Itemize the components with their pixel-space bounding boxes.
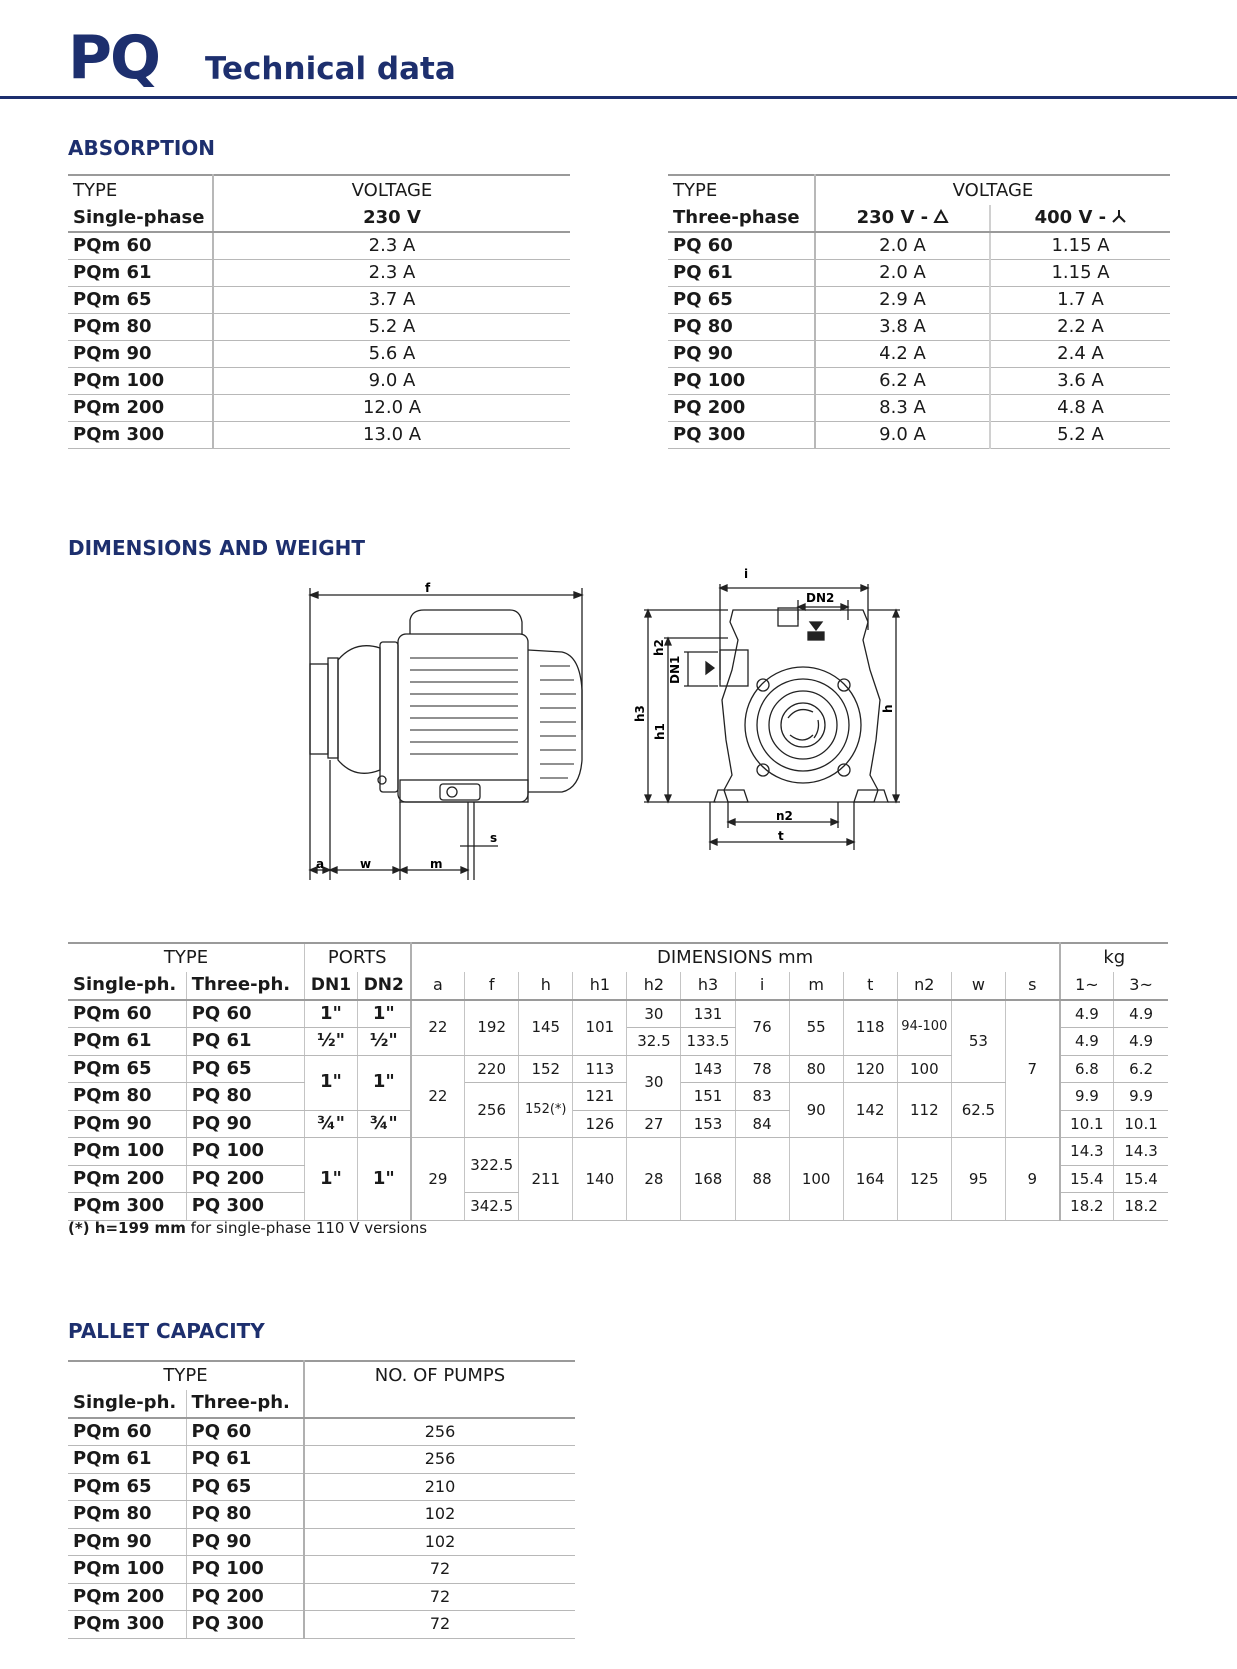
dim-label-h2: h2 [652,639,666,656]
pallet-title: PALLET CAPACITY [68,1319,265,1343]
kg1-value: 6.8 [1060,1055,1114,1083]
single-model: PQm 90 [68,1528,186,1556]
h3-value: 143 [681,1055,735,1083]
h3-value: 168 [681,1138,735,1221]
single-model: PQm 300 [68,1611,186,1639]
single-model: PQm 61 [68,1028,186,1056]
dn1-value: ¾" [304,1110,357,1138]
h1-value: 126 [573,1110,627,1138]
footnote-mark: (*) h=199 mm [68,1219,186,1237]
h2-value: 32.5 [627,1028,681,1056]
table-row [668,260,1170,287]
table-row [68,395,570,422]
three-model: PQ 200 [186,1165,304,1193]
footnote [68,1219,427,1237]
h-value: 211 [519,1138,573,1221]
type-header: TYPE [68,175,213,205]
voltage-header: VOLTAGE [815,175,1170,205]
voltage-value: 230 V [213,205,570,232]
single-model: PQm 80 [68,1501,186,1529]
dim-label-dn2: DN2 [806,591,835,605]
brand-title: PQ [68,23,159,93]
i-value: 76 [735,1000,789,1056]
col-kg1: 1~ [1060,972,1114,1000]
h3-value: 131 [681,1000,735,1028]
three-model: PQ 60 [186,1418,304,1446]
dim-label-h3: h3 [633,705,647,722]
h1-value: 101 [573,1000,627,1056]
f-value: 192 [465,1000,519,1056]
current-400-value: 1.15 A [990,232,1170,260]
h1-value: 140 [573,1138,627,1221]
model-name: PQ 61 [668,260,815,287]
three-model: PQ 300 [186,1611,304,1639]
kg1-value: 15.4 [1060,1165,1114,1193]
model-name: PQm 61 [68,260,213,287]
pumps-count: 256 [304,1446,575,1474]
single-model: PQm 90 [68,1110,186,1138]
current-value: 5.2 A [213,314,570,341]
pump-side-drawing [300,580,590,900]
star-icon [1112,209,1126,223]
three-model: PQ 65 [186,1473,304,1501]
kg3-value: 4.9 [1114,1000,1168,1028]
dn1-value: 1" [304,1000,357,1028]
model-name: PQ 60 [668,232,815,260]
kg1-value: 10.1 [1060,1110,1114,1138]
dim-label-dn1: DN1 [668,655,682,684]
three-model: PQ 80 [186,1083,304,1111]
model-name: PQm 90 [68,341,213,368]
current-400-value: 2.2 A [990,314,1170,341]
t-value: 118 [843,1000,897,1056]
footnote-text: for single-phase 110 V versions [185,1219,428,1237]
i-value: 78 [735,1055,789,1083]
current-400-value: 5.2 A [990,422,1170,449]
pallet-table [68,1360,575,1639]
m-value: 100 [789,1138,843,1221]
h-value: 145 [519,1000,573,1056]
f-value: 220 [465,1055,519,1083]
dim-label-n2: n2 [776,809,793,823]
h1-value: 121 [573,1083,627,1111]
dimensions-table [68,942,1168,1221]
three-model: PQ 65 [186,1055,304,1083]
dim-label-f: f [425,581,431,595]
current-value: 2.3 A [213,260,570,287]
h-value: 152 [519,1055,573,1083]
col-s: s [1005,972,1059,1000]
table-row [68,1138,1168,1166]
three-model: PQ 200 [186,1583,304,1611]
three-model: PQ 60 [186,1000,304,1028]
n2-value: 125 [897,1138,951,1221]
h2-value: 27 [627,1110,681,1138]
table-row [68,287,570,314]
t-value: 142 [843,1083,897,1138]
kg-header: kg [1060,943,1168,972]
voltage-230-delta: 230 V - [815,205,990,232]
f-value: 322.5 [465,1138,519,1193]
model-name: PQ 300 [668,422,815,449]
absorption-title: ABSORPTION [68,136,216,160]
dn2-value: 1" [357,1000,410,1028]
pumps-count: 72 [304,1583,575,1611]
a-value: 29 [411,1138,465,1221]
h2-value: 30 [627,1055,681,1110]
i-value: 83 [735,1083,789,1111]
col-kg3: 3~ [1114,972,1168,1000]
w-value: 53 [951,1000,1005,1083]
current-value: 13.0 A [213,422,570,449]
col-m: m [789,972,843,1000]
current-230-value: 4.2 A [815,341,990,368]
current-value: 12.0 A [213,395,570,422]
table-row [68,1473,575,1501]
kg3-value: 14.3 [1114,1138,1168,1166]
phase-label: Three-phase [668,205,815,232]
dn2-header: DN2 [357,972,410,1000]
single-model: PQm 80 [68,1083,186,1111]
current-value: 3.7 A [213,287,570,314]
m-value: 55 [789,1000,843,1056]
single-model: PQm 60 [68,1000,186,1028]
table-row [68,1000,1168,1028]
dims-header: DIMENSIONS mm [411,943,1060,972]
dim-label-i: i [744,567,749,581]
dim-label-h: h [881,704,895,713]
type-header: TYPE [68,1361,304,1390]
single-model: PQm 100 [68,1138,186,1166]
current-230-value: 3.8 A [815,314,990,341]
h-value: 152(*) [519,1083,573,1138]
model-name: PQ 80 [668,314,815,341]
single-model: PQm 200 [68,1165,186,1193]
kg3-value: 9.9 [1114,1083,1168,1111]
table-row [68,314,570,341]
absorption-three-table [668,174,1170,449]
n2-value: 94-100 [897,1000,951,1056]
m-value: 90 [789,1083,843,1138]
current-230-value: 9.0 A [815,422,990,449]
f-value: 256 [465,1083,519,1138]
h3-value: 133.5 [681,1028,735,1056]
col-w: w [951,972,1005,1000]
m-value: 80 [789,1055,843,1083]
ports-header: PORTS [304,943,410,972]
model-name: PQ 90 [668,341,815,368]
table-row [668,341,1170,368]
dn1-value: 1" [304,1138,357,1221]
dim-label-w: w [360,857,372,871]
dn2-value: 1" [357,1138,410,1221]
kg1-value: 4.9 [1060,1000,1114,1028]
three-ph-header: Three-ph. [186,1390,304,1418]
i-value: 88 [735,1138,789,1221]
kg3-value: 10.1 [1114,1110,1168,1138]
three-model: PQ 61 [186,1446,304,1474]
col-n2: n2 [897,972,951,1000]
model-name: PQm 80 [68,314,213,341]
t-value: 120 [843,1055,897,1083]
col-f: f [465,972,519,1000]
table-row [68,1418,575,1446]
pumps-header: NO. OF PUMPS [304,1361,575,1390]
table-row [668,395,1170,422]
w-value: 95 [951,1138,1005,1221]
single-model: PQm 60 [68,1418,186,1446]
table-row [68,341,570,368]
model-name: PQ 65 [668,287,815,314]
kg1-value: 14.3 [1060,1138,1114,1166]
dimensions-title: DIMENSIONS AND WEIGHT [68,536,366,560]
h2-value: 28 [627,1138,681,1221]
pumps-count: 72 [304,1556,575,1584]
current-230-value: 2.9 A [815,287,990,314]
single-model: PQm 65 [68,1055,186,1083]
model-name: PQ 100 [668,368,815,395]
table-row [668,232,1170,260]
model-name: PQm 65 [68,287,213,314]
absorption-single-table [68,174,570,449]
dn2-value: ½" [357,1028,410,1056]
table-row [68,368,570,395]
current-230-value: 6.2 A [815,368,990,395]
type-header: TYPE [668,175,815,205]
pumps-count: 210 [304,1473,575,1501]
kg1-value: 9.9 [1060,1083,1114,1111]
col-a: a [411,972,465,1000]
delta-icon [934,210,948,223]
current-value: 5.6 A [213,341,570,368]
dim-label-s: s [490,831,498,845]
table-row [68,422,570,449]
three-model: PQ 61 [186,1028,304,1056]
voltage-400-star: 400 V - [990,205,1170,232]
w-value: 62.5 [951,1083,1005,1138]
single-ph-header: Single-ph. [68,1390,186,1418]
table-row [668,422,1170,449]
voltage-header: VOLTAGE [213,175,570,205]
dn1-header: DN1 [304,972,357,1000]
model-name: PQ 200 [668,395,815,422]
pump-front-drawing [633,567,938,900]
s-value: 9 [1005,1138,1059,1221]
single-model: PQm 200 [68,1583,186,1611]
t-value: 164 [843,1138,897,1221]
single-model: PQm 100 [68,1556,186,1584]
three-model: PQ 100 [186,1556,304,1584]
table-row [668,287,1170,314]
i-value: 84 [735,1110,789,1138]
pumps-count: 72 [304,1611,575,1639]
dn2-value: ¾" [357,1110,410,1138]
current-230-value: 8.3 A [815,395,990,422]
single-ph-header: Single-ph. [68,972,186,1000]
three-ph-header: Three-ph. [186,972,304,1000]
table-row [68,1501,575,1529]
h3-value: 153 [681,1110,735,1138]
h1-value: 113 [573,1055,627,1083]
current-400-value: 1.7 A [990,287,1170,314]
single-model: PQm 300 [68,1193,186,1221]
f-value: 342.5 [465,1193,519,1221]
table-row [68,260,570,287]
three-model: PQ 300 [186,1193,304,1221]
h3-value: 151 [681,1083,735,1111]
table-row [68,232,570,260]
three-model: PQ 100 [186,1138,304,1166]
table-row [68,1556,575,1584]
kg3-value: 6.2 [1114,1055,1168,1083]
dn1-value: ½" [304,1028,357,1056]
dn2-value: 1" [357,1055,410,1110]
dim-label-h1: h1 [653,723,667,740]
current-400-value: 1.15 A [990,260,1170,287]
pumps-blank [304,1390,575,1418]
table-row [68,1446,575,1474]
kg1-value: 4.9 [1060,1028,1114,1056]
dim-label-m: m [430,857,443,871]
col-h1: h1 [573,972,627,1000]
three-model: PQ 80 [186,1501,304,1529]
dn1-value: 1" [304,1055,357,1110]
table-row [68,1583,575,1611]
current-value: 2.3 A [213,232,570,260]
dim-label-a: a [316,857,325,871]
model-name: PQm 200 [68,395,213,422]
kg1-value: 18.2 [1060,1193,1114,1221]
col-i: i [735,972,789,1000]
kg3-value: 15.4 [1114,1165,1168,1193]
dim-label-t: t [778,829,784,843]
model-name: PQm 100 [68,368,213,395]
current-400-value: 2.4 A [990,341,1170,368]
type-header: TYPE [68,943,304,972]
table-row [668,314,1170,341]
col-h3: h3 [681,972,735,1000]
kg3-value: 4.9 [1114,1028,1168,1056]
n2-value: 100 [897,1055,951,1083]
table-row [68,1528,575,1556]
a-value: 22 [411,1055,465,1138]
a-value: 22 [411,1000,465,1056]
col-h2: h2 [627,972,681,1000]
current-230-value: 2.0 A [815,232,990,260]
pumps-count: 102 [304,1501,575,1529]
current-value: 9.0 A [213,368,570,395]
col-t: t [843,972,897,1000]
current-230-value: 2.0 A [815,260,990,287]
page-title: Technical data [205,51,456,87]
current-400-value: 4.8 A [990,395,1170,422]
single-model: PQm 61 [68,1446,186,1474]
phase-label: Single-phase [68,205,213,232]
col-h: h [519,972,573,1000]
three-model: PQ 90 [186,1528,304,1556]
three-model: PQ 90 [186,1110,304,1138]
pumps-count: 256 [304,1418,575,1446]
single-model: PQm 65 [68,1473,186,1501]
table-row [68,1611,575,1639]
table-row [668,368,1170,395]
model-name: PQm 60 [68,232,213,260]
pumps-count: 102 [304,1528,575,1556]
h2-value: 30 [627,1000,681,1028]
s-value: 7 [1005,1000,1059,1138]
n2-value: 112 [897,1083,951,1138]
kg3-value: 18.2 [1114,1193,1168,1221]
header-rule [0,96,1237,99]
table-row [68,1083,1168,1111]
model-name: PQm 300 [68,422,213,449]
current-400-value: 3.6 A [990,368,1170,395]
